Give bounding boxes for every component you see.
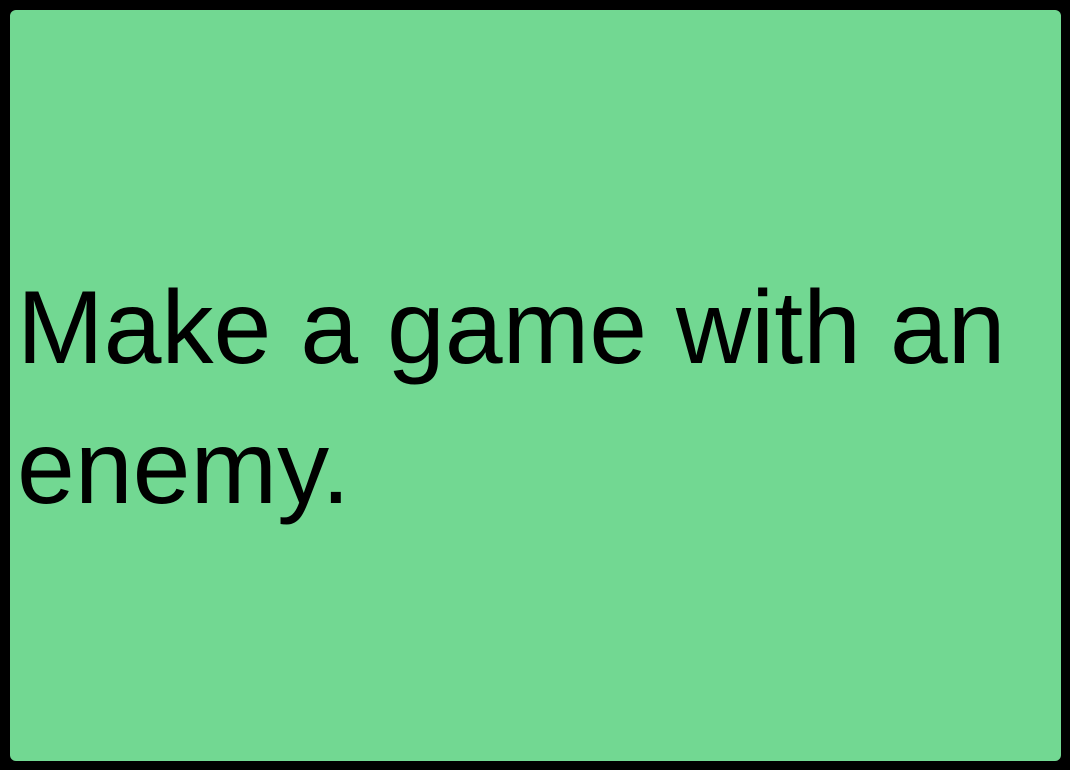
prompt-text: Make a game with an enemy. — [17, 270, 1006, 526]
prompt-card — [10, 10, 1061, 761]
